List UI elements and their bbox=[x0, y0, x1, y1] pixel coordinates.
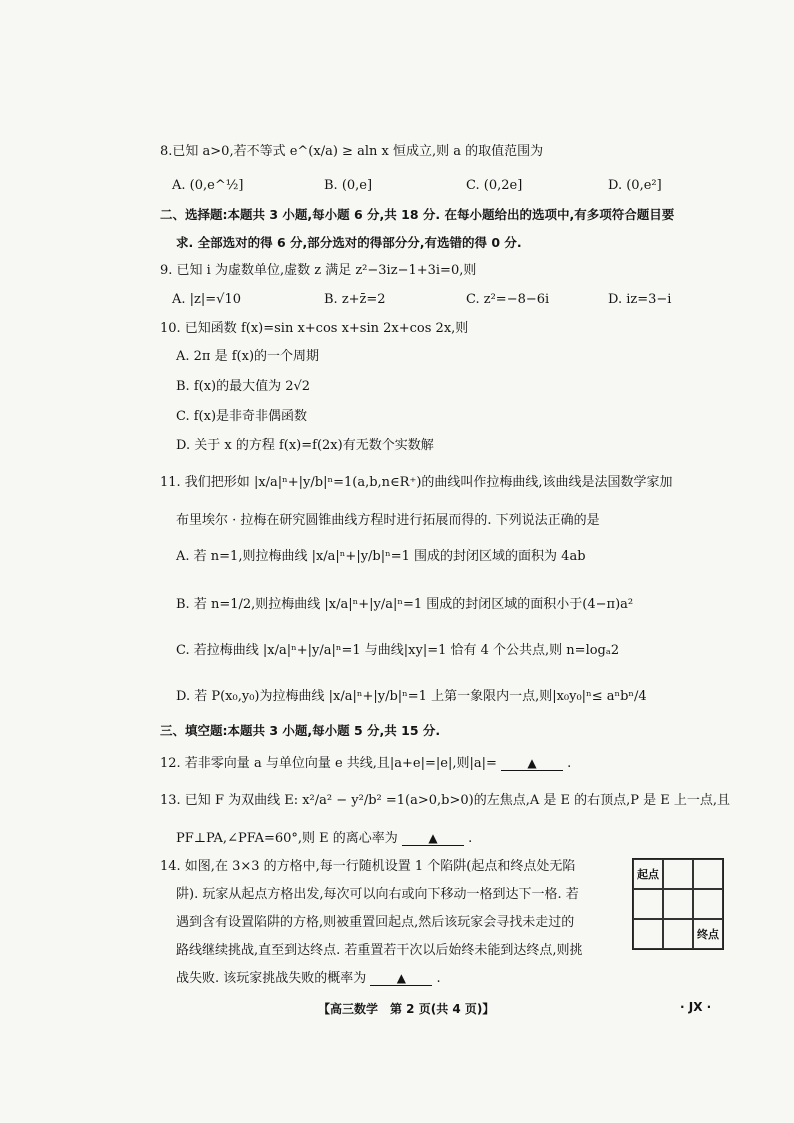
q14-stem-end: 战失败. 该玩家挑战失败的概率为 bbox=[176, 971, 367, 986]
q13-stem-line1: 13. 已知 F 为双曲线 E: x²/a² − y²/b² =1(a>0,b>0)的左焦点,A 是 E 的右顶点,P 是 E 上一点,且 bbox=[160, 793, 731, 808]
q10-stem: 10. 已知函数 f(x)=sin x+cos x+sin 2x+cos 2x,则 bbox=[160, 321, 469, 336]
footer-page-info: 【高三数学 第 2 页(共 4 页)】 bbox=[318, 1002, 495, 1016]
q8-option-c: C. (0,2e] bbox=[466, 178, 523, 193]
footer-code: · JX · bbox=[680, 1000, 712, 1014]
q12 bbox=[160, 755, 571, 773]
section2-heading-line1: 二、选择题:本题共 3 小题,每小题 6 分,共 18 分. 在每小题给出的选项中,有多项符合题目要 bbox=[160, 207, 675, 222]
q9-option-b: B. z+z̄=2 bbox=[324, 292, 386, 307]
q11-option-d: D. 若 P(x₀,y₀)为拉梅曲线 |x/a|ⁿ+|y/b|ⁿ=1 上第一象限内一点,则|x₀y₀|ⁿ≤ aⁿbⁿ/4 bbox=[176, 689, 647, 704]
q13-answer-blank: ▲ bbox=[402, 831, 464, 846]
q11-option-c: C. 若拉梅曲线 |x/a|ⁿ+|y/a|ⁿ=1 与曲线|xy|=1 恰有 4 个公共点,则 n=logₐ2 bbox=[176, 643, 620, 658]
grid-cell bbox=[663, 919, 693, 949]
q9-stem: 9. 已知 i 为虚数单位,虚数 z 满足 z²−3iz−1+3i=0,则 bbox=[160, 263, 477, 278]
q12-answer-blank: ▲ bbox=[501, 756, 563, 771]
q13-line2 bbox=[176, 830, 472, 848]
q14-line5 bbox=[176, 970, 441, 988]
q12-tail: . bbox=[567, 756, 572, 771]
q10-option-d: D. 关于 x 的方程 f(x)=f(2x)有无数个实数解 bbox=[176, 438, 434, 453]
section2-heading-line2: 求. 全部选对的得 6 分,部分选对的得部分分,有选错的得 0 分. bbox=[176, 235, 522, 250]
grid-cell-end: 终点 bbox=[693, 919, 723, 949]
q11-stem-line2: 布里埃尔 · 拉梅在研究圆锥曲线方程时进行拓展而得的. 下列说法正确的是 bbox=[176, 513, 600, 528]
grid-cell bbox=[693, 889, 723, 919]
section3-heading: 三、填空题:本题共 3 小题,每小题 5 分,共 15 分. bbox=[160, 723, 441, 738]
q13-stem-line2: PF⊥PA,∠PFA=60°,则 E 的离心率为 bbox=[176, 831, 398, 846]
q9-option-c: C. z²=−8−6i bbox=[466, 292, 550, 307]
q13-tail: . bbox=[468, 831, 473, 846]
grid-cell bbox=[693, 859, 723, 889]
q8-option-b: B. (0,e] bbox=[324, 178, 373, 193]
q11-option-a: A. 若 n=1,则拉梅曲线 |x/a|ⁿ+|y/b|ⁿ=1 围成的封闭区域的面积为 4ab bbox=[176, 549, 586, 564]
q9-option-d: D. iz=3−i bbox=[608, 292, 672, 307]
q14-line4: 路线继续挑战,直至到达终点. 若重置若干次以后始终未能到达终点,则挑 bbox=[176, 943, 583, 958]
grid-cell bbox=[663, 859, 693, 889]
q11-option-b: B. 若 n=1/2,则拉梅曲线 |x/a|ⁿ+|y/a|ⁿ=1 围成的封闭区域的面积小于(4−π)a² bbox=[176, 597, 634, 612]
grid-cell bbox=[633, 889, 663, 919]
q14-line3: 遇到含有设置陷阱的方格,则被重置回起点,然后该玩家会寻找未走过的 bbox=[176, 915, 575, 930]
q11-stem-line1: 11. 我们把形如 |x/a|ⁿ+|y/b|ⁿ=1(a,b,n∈R⁺)的曲线叫作拉梅曲线,该曲线是法国数学家加 bbox=[160, 475, 673, 490]
q8-option-d: D. (0,e²] bbox=[608, 178, 662, 193]
q10-option-b: B. f(x)的最大值为 2√2 bbox=[176, 379, 311, 394]
q14-answer-blank: ▲ bbox=[370, 971, 432, 986]
q8-stem: 8.已知 a>0,若不等式 e^(x/a) ≥ aln x 恒成立,则 a 的取值范围为 bbox=[160, 144, 544, 159]
grid-cell bbox=[663, 889, 693, 919]
grid-cell-start: 起点 bbox=[633, 859, 663, 889]
q8-option-a: A. (0,e^½] bbox=[172, 178, 244, 193]
q10-option-a: A. 2π 是 f(x)的一个周期 bbox=[176, 349, 320, 364]
q9-option-a: A. |z|=√10 bbox=[172, 292, 241, 307]
q14-line1: 14. 如图,在 3×3 的方格中,每一行随机设置 1 个陷阱(起点和终点处无陷 bbox=[160, 859, 576, 874]
q12-stem: 12. 若非零向量 a 与单位向量 e 共线,且|a+e|=|e|,则|a|= bbox=[160, 756, 497, 771]
q14-tail: . bbox=[436, 971, 441, 986]
q14-grid-figure bbox=[632, 858, 724, 950]
grid-cell bbox=[633, 919, 663, 949]
q14-line2: 阱). 玩家从起点方格出发,每次可以向右或向下移动一格到达下一格. 若 bbox=[176, 887, 579, 902]
q10-option-c: C. f(x)是非奇非偶函数 bbox=[176, 409, 308, 424]
